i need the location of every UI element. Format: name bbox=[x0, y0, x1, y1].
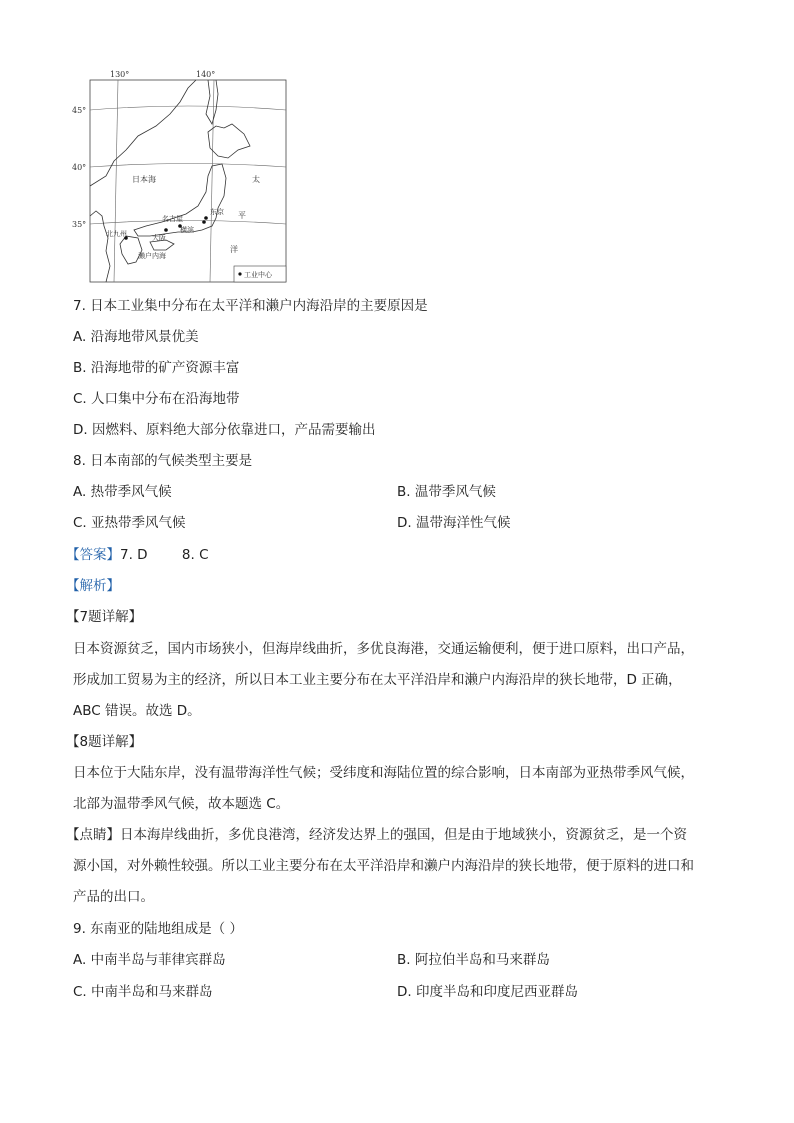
nagoya-label: 名古屋 bbox=[162, 215, 183, 223]
detail8-line-2: 北部为温带季风气候，故本题选 C。 bbox=[73, 796, 290, 812]
pacific-tai-label: 太 bbox=[252, 175, 260, 184]
detail7-line-1: 日本资源贫乏，国内市场狭小，但海岸线曲折，多优良海港，交通运输便利，便于进口原料，出口产品， bbox=[73, 641, 694, 657]
seto-label: 濑户内海 bbox=[138, 252, 166, 260]
q8-option-c[interactable]: C. 亚热带季风气候 bbox=[73, 515, 186, 531]
hokkaido bbox=[208, 124, 250, 158]
q9-option-b[interactable]: B. 阿拉伯半岛和马来群岛 bbox=[397, 952, 550, 968]
lon-130-label: 130° bbox=[110, 70, 130, 79]
analysis-tag: 【解析】 bbox=[66, 578, 120, 594]
answer-line bbox=[66, 546, 209, 564]
map-graphic bbox=[66, 66, 292, 284]
legend-label: 工业中心 bbox=[244, 271, 272, 279]
comment-text-1: 日本海岸线曲折，多优良港湾，经济发达界上的强国，但是由于地域狭小，资源贫乏，是一个资 bbox=[120, 827, 687, 843]
detail8-tag: 【8题详解】 bbox=[66, 734, 143, 750]
sea-of-japan-label: 日本海 bbox=[132, 175, 156, 184]
meridian-130 bbox=[114, 80, 118, 282]
lon-140-label: 140° bbox=[196, 70, 216, 79]
q8-option-a[interactable]: A. 热带季风气候 bbox=[73, 484, 172, 500]
detail8-line-1: 日本位于大陆东岸，没有温带海洋性气候；受纬度和海陆位置的综合影响，日本南部为亚热带季风气候， bbox=[73, 765, 694, 781]
q9-option-a[interactable]: A. 中南半岛与菲律宾群岛 bbox=[73, 952, 226, 968]
dot-yokohama bbox=[202, 220, 206, 224]
meridian-140 bbox=[210, 80, 214, 282]
answer-text: 7. D 8. C bbox=[120, 547, 209, 563]
q8-option-d[interactable]: D. 温带海洋性气候 bbox=[397, 515, 511, 531]
dot-osaka bbox=[164, 228, 168, 232]
q8-option-b[interactable]: B. 温带季风气候 bbox=[397, 484, 496, 500]
comment-line-3: 产品的出口。 bbox=[73, 889, 154, 905]
osaka-label: 大阪 bbox=[152, 234, 166, 242]
q9-stem: 9. 东南亚的陆地组成是（ ） bbox=[73, 921, 243, 937]
comment-line-1 bbox=[66, 826, 687, 844]
yokohama-label: 横滨 bbox=[180, 226, 194, 234]
dot-tokyo bbox=[204, 216, 208, 220]
parallel-45 bbox=[90, 106, 286, 110]
japan-map bbox=[66, 66, 292, 284]
detail7-line-3: ABC 错误。故选 D。 bbox=[73, 703, 201, 719]
pacific-ping-label: 平 bbox=[238, 211, 246, 220]
q9-option-c[interactable]: C. 中南半岛和马来群岛 bbox=[73, 984, 213, 1000]
lat-40-label: 40° bbox=[72, 163, 87, 172]
sakhalin bbox=[206, 80, 218, 124]
mainland-coast bbox=[90, 80, 196, 186]
lat-35-label: 35° bbox=[72, 220, 87, 229]
pacific-yang-label: 洋 bbox=[230, 245, 238, 254]
parallel-35 bbox=[90, 221, 286, 225]
korea-coast bbox=[90, 211, 110, 282]
parallel-40 bbox=[90, 164, 286, 168]
q7-option-b[interactable]: B. 沿海地带的矿产资源丰富 bbox=[73, 360, 240, 376]
q7-stem: 7. 日本工业集中分布在太平洋和濑户内海沿岸的主要原因是 bbox=[73, 298, 428, 314]
comment-tag: 【点睛】 bbox=[66, 827, 120, 843]
lat-45-label: 45° bbox=[72, 106, 87, 115]
q7-option-a[interactable]: A. 沿海地带风景优美 bbox=[73, 329, 199, 345]
detail7-line-2: 形成加工贸易为主的经济，所以日本工业主要分布在太平洋沿岸和濑户内海沿岸的狭长地带，D 正确， bbox=[73, 672, 682, 688]
kitakyushu-label: 北九州 bbox=[106, 230, 127, 238]
q7-option-d[interactable]: D. 因燃料、原料绝大部分依靠进口，产品需要输出 bbox=[73, 422, 376, 438]
detail7-tag: 【7题详解】 bbox=[66, 609, 143, 625]
answer-tag: 【答案】 bbox=[66, 547, 120, 563]
q7-option-c[interactable]: C. 人口集中分布在沿海地带 bbox=[73, 391, 240, 407]
legend-dot-icon bbox=[238, 272, 241, 275]
comment-line-2: 源小国，对外赖性较强。所以工业主要分布在太平洋沿岸和濑户内海沿岸的狭长地带，便于原料的进口和 bbox=[73, 858, 694, 874]
q9-option-d[interactable]: D. 印度半岛和印度尼西亚群岛 bbox=[397, 984, 578, 1000]
tokyo-label: 东京 bbox=[210, 208, 224, 216]
q8-stem: 8. 日本南部的气候类型主要是 bbox=[73, 453, 253, 469]
